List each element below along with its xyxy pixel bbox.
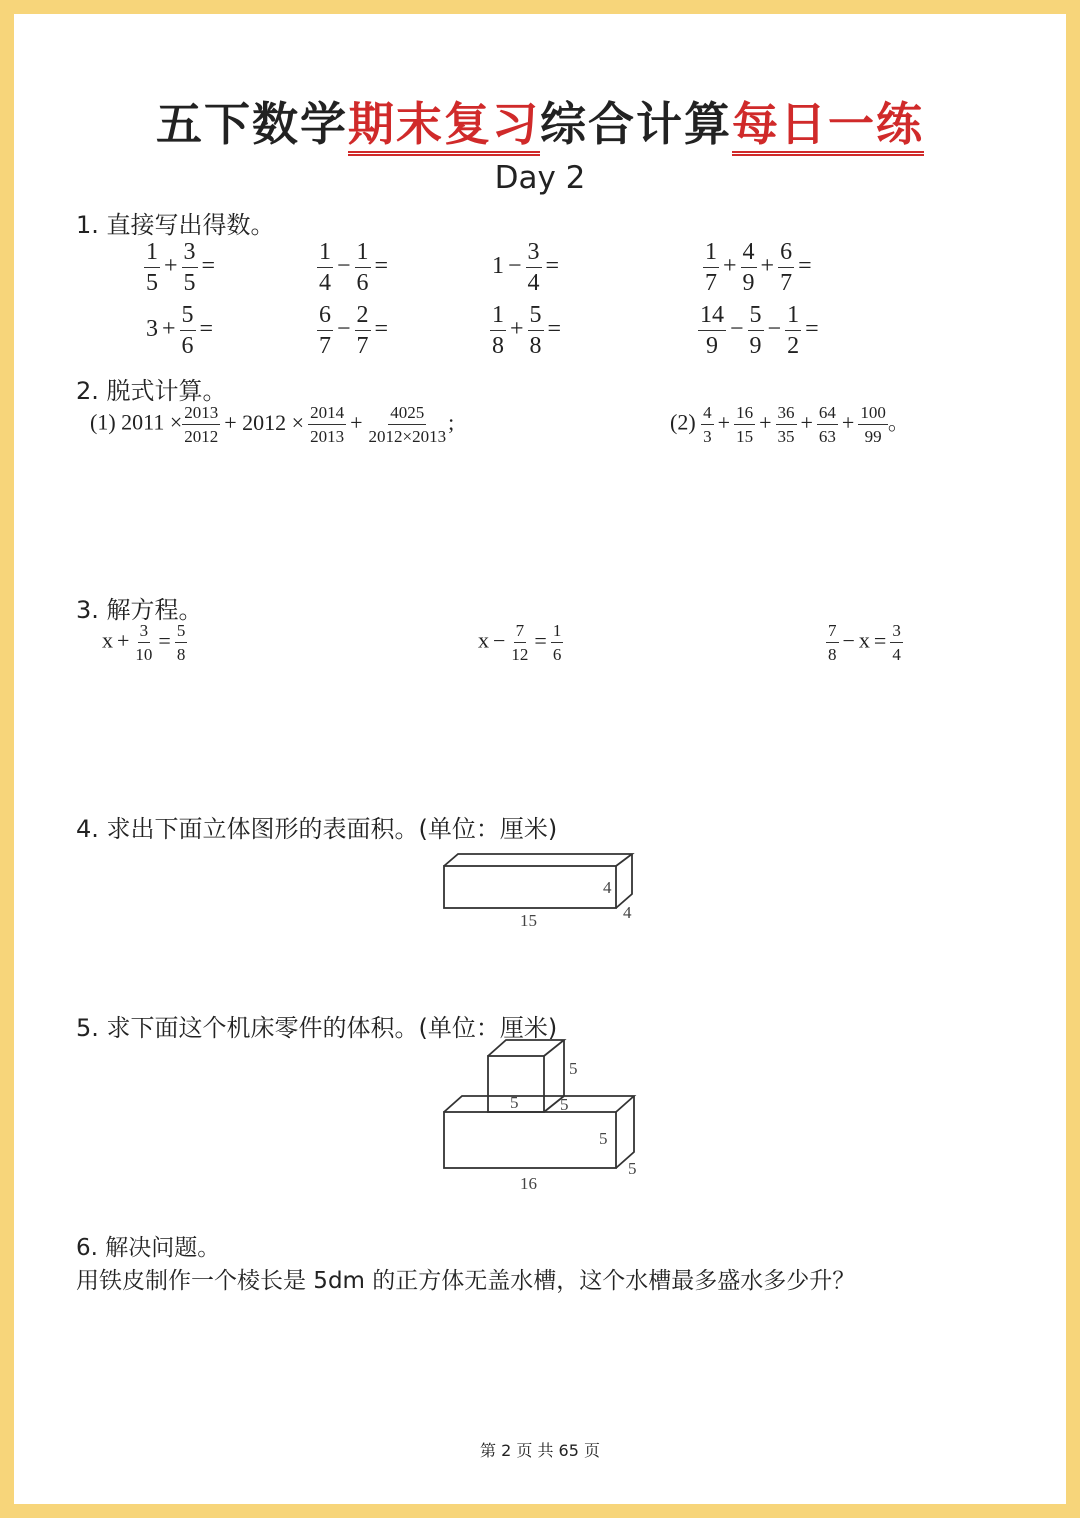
fraction: $\frac{1}{4}$	[319, 239, 331, 296]
fraction: $\frac{1}{6}$	[356, 239, 369, 296]
base-side-face	[616, 1096, 634, 1168]
page-footer: 第 2 页 共 65 页	[480, 1441, 600, 1460]
fraction: $\frac{4}{3}$	[703, 403, 712, 446]
fraction: $\frac{64}{63}$	[818, 403, 836, 446]
q3-equation-3: $\frac{7}{8}$ − x = $\frac{3}{4}$	[828, 621, 901, 664]
fraction: $\frac{5}{8}$	[176, 621, 186, 664]
fraction: $\frac{3}{5}$	[183, 239, 196, 296]
fraction: $\frac{6}{7}$	[780, 239, 793, 296]
fraction: $\frac{3}{10}$	[135, 621, 153, 664]
q2-part-2: (2) $\frac{4}{3}$ + $\frac{16}{15}$ + $\frac{36}{35}$ + $\frac{64}{63}$ + $\frac{100}{99}$ 。	[670, 403, 910, 446]
cuboid-length-label: 15	[520, 911, 537, 930]
title-part-3: 综合计算	[540, 97, 732, 151]
fraction: $\frac{5}{9}$	[749, 302, 762, 359]
day-label: Day 2	[494, 160, 586, 196]
fraction: $\frac{1}{8}$	[492, 302, 504, 359]
fraction: $\frac{1}{5}$	[146, 239, 158, 296]
q6-heading: 6. 解决问题。	[76, 1235, 221, 1261]
q3-heading: 3. 解方程。	[76, 596, 203, 624]
q1-r1-expr-3: 1 − $\frac{3}{4}$ =	[492, 239, 560, 296]
q1-r1-expr-2: $\frac{1}{4}$ − $\frac{1}{6}$ =	[319, 239, 389, 296]
q1-r1-expr-1: $\frac{1}{5}$ + $\frac{3}{5}$ =	[146, 239, 216, 296]
fraction: $\frac{6}{7}$	[319, 302, 331, 359]
top-depth-label: 5	[560, 1095, 569, 1114]
base-height-label: 5	[599, 1129, 608, 1148]
q1-r1-expr-4: $\frac{1}{7}$ + $\frac{4}{9}$ + $\frac{6}{7}$ =	[705, 239, 812, 296]
fraction: $\frac{7}{8}$	[828, 621, 837, 664]
fraction: $\frac{1}{2}$	[787, 302, 800, 359]
fraction: $\frac{36}{35}$	[777, 403, 795, 446]
fraction: $\frac{5}{8}$	[529, 302, 542, 359]
title-part-1: 五下数学	[156, 97, 348, 151]
q2-part-2-label: (2)	[670, 409, 696, 435]
base-length-label: 16	[520, 1174, 537, 1193]
cuboid-width-label: 4	[623, 903, 632, 922]
q3-equation-1: x + $\frac{3}{10}$ = $\frac{5}{8}$	[102, 621, 186, 664]
q3-equation-2: x − $\frac{7}{12}$ = $\frac{1}{6}$	[478, 621, 562, 664]
fraction: $\frac{4025}{2012\times 2013}$	[368, 403, 447, 446]
machine-part-diagram	[420, 1034, 660, 1199]
q2-part-1-label: (1)	[90, 409, 116, 435]
fraction: $\frac{4}{9}$	[742, 239, 755, 296]
fraction: $\frac{3}{4}$	[892, 621, 901, 664]
cuboid-diagram	[420, 846, 660, 936]
title-part-2: 期末复习	[348, 97, 540, 156]
q1-heading: 1. 直接写出得数。	[76, 211, 275, 239]
fraction: $\frac{3}{4}$	[527, 239, 540, 296]
cuboid-top-face	[444, 854, 632, 866]
top-cube-top-face	[488, 1040, 564, 1056]
fraction: $\frac{16}{15}$	[736, 403, 754, 446]
fraction: $\frac{14}{9}$	[700, 302, 724, 359]
q1-r2-expr-4: $\frac{14}{9}$ − $\frac{5}{9}$ − $\frac{1}{2}$ =	[700, 302, 819, 359]
fraction: $\frac{5}{6}$	[181, 302, 194, 359]
base-top-face	[444, 1096, 634, 1112]
q6-problem-text: 用铁皮制作一个棱长是 5dm 的正方体无盖水槽，这个水槽最多盛水多少升？	[76, 1268, 856, 1294]
fraction: $\frac{100}{99}$	[860, 403, 886, 446]
fraction: $\frac{1}{7}$	[705, 239, 717, 296]
cuboid-front-face	[444, 866, 616, 908]
q2-heading: 2. 脱式计算。	[76, 377, 227, 405]
q4-heading: 4. 求出下面立体图形的表面积。(单位：厘米)	[76, 815, 558, 843]
base-depth-label: 5	[628, 1159, 637, 1178]
q1-r2-expr-2: $\frac{6}{7}$ − $\frac{2}{7}$ =	[319, 302, 389, 359]
fraction: $\frac{2013}{2012}$	[184, 403, 219, 446]
fraction: $\frac{2}{7}$	[356, 302, 369, 359]
q2-part-1: (1) 2011 × $\frac{2013}{2012}$ + 2012 × $\frac{2014}{2013}$ + $\frac{4025}{2012\times 2013}$ ;	[90, 403, 455, 446]
q5-heading: 5. 求下面这个机床零件的体积。(单位：厘米)	[76, 1014, 558, 1042]
q1-r2-expr-1: 3 + $\frac{5}{6}$ =	[146, 302, 214, 359]
q1-r2-expr-3: $\frac{1}{8}$ + $\frac{5}{8}$ =	[492, 302, 562, 359]
top-height-label: 5	[569, 1059, 578, 1078]
fraction: $\frac{1}{6}$	[552, 621, 562, 664]
top-front-label: 5	[510, 1093, 519, 1112]
page-title	[0, 88, 1080, 154]
base-front-face	[444, 1112, 616, 1168]
cuboid-height-label: 4	[603, 878, 612, 897]
title-part-4: 每日一练	[732, 97, 924, 156]
cuboid-side-face	[616, 854, 632, 908]
fraction: $\frac{7}{12}$	[511, 621, 529, 664]
fraction: $\frac{2014}{2013}$	[310, 403, 345, 446]
